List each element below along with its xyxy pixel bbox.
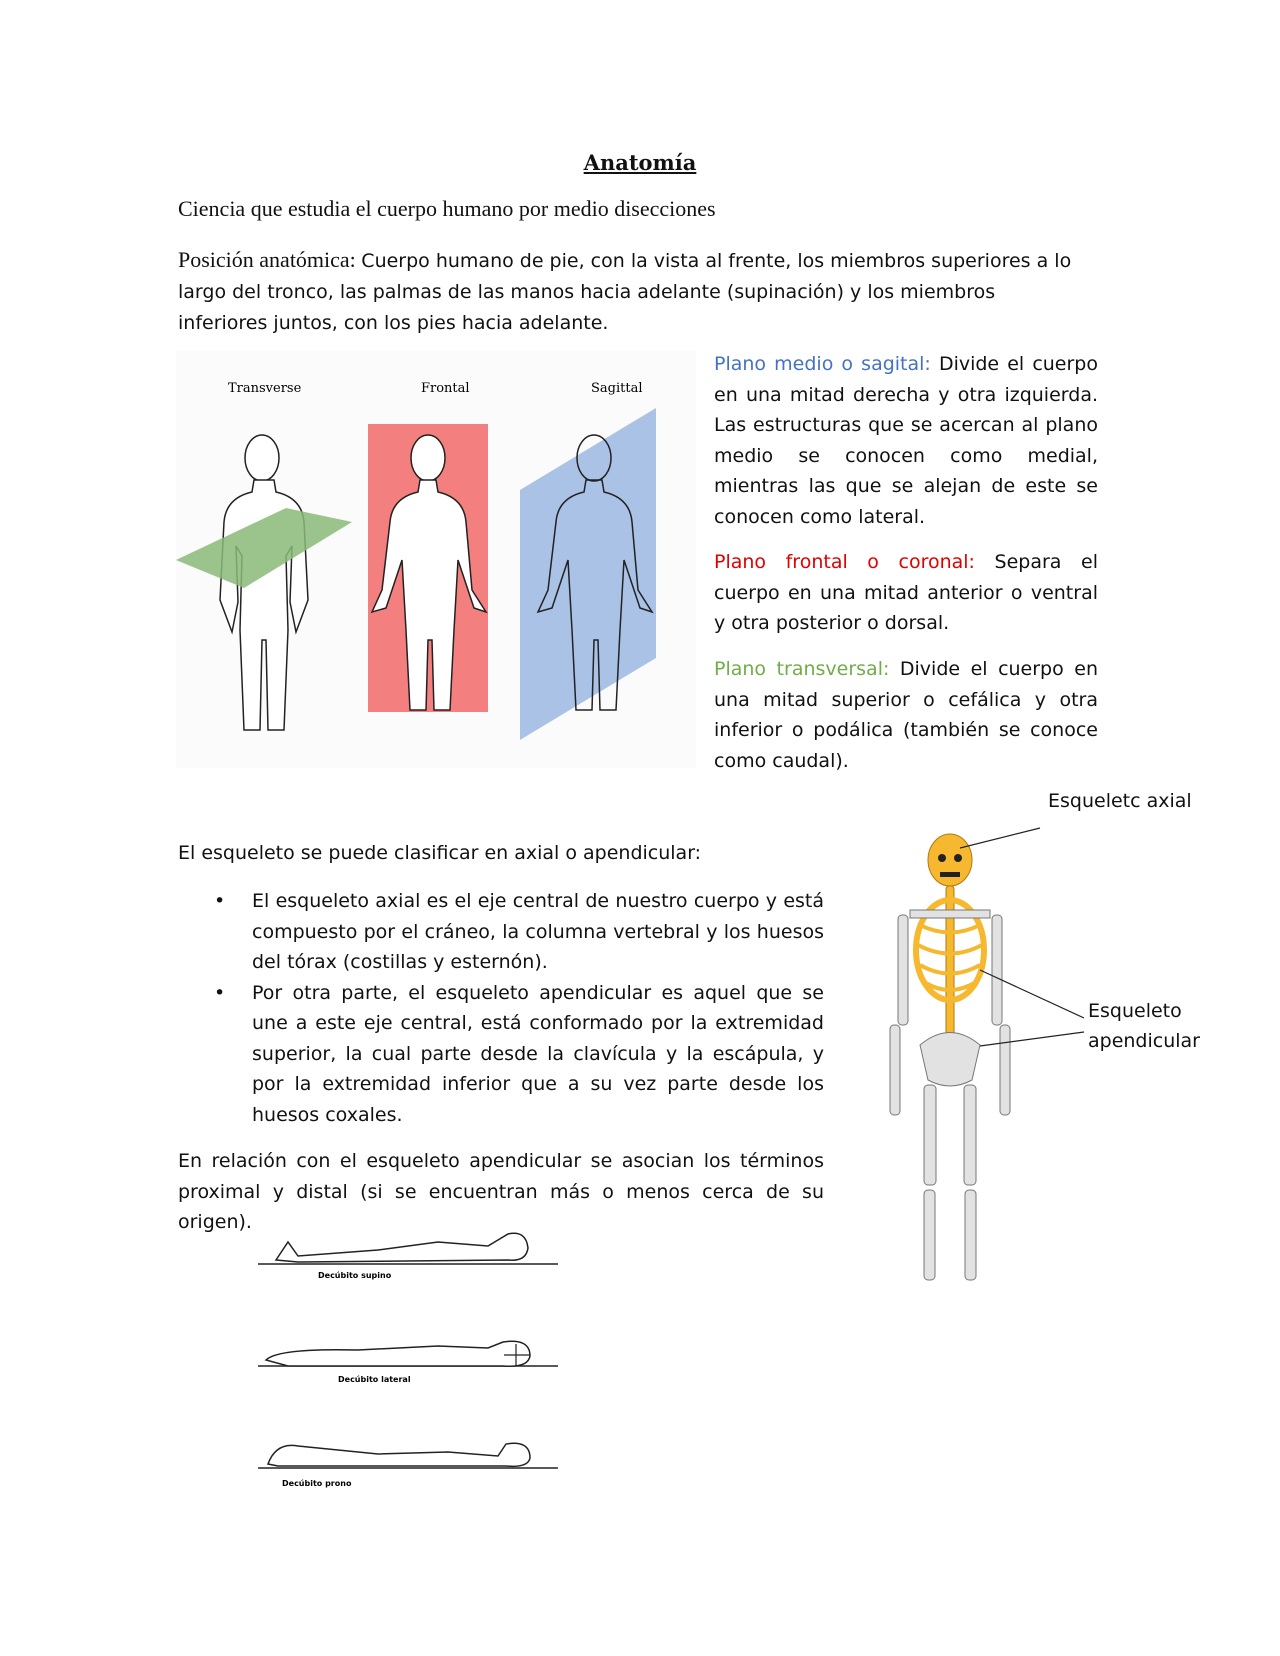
bullet-item-apendicular — [178, 978, 824, 1131]
decubito-lateral-figure — [258, 1320, 558, 1390]
plano-frontal-text: Separa el cuerpo en una mitad anterior o ventral y otra posterior o dorsal. — [714, 551, 1098, 634]
anatomical-planes-figure — [176, 350, 696, 768]
plano-sagital-paragraph — [714, 349, 1098, 532]
skeleton-leader-lines — [960, 820, 1090, 1060]
posicion-anatomica-term: Posición anatómica: — [178, 247, 362, 272]
esqueleto-bullet-list — [178, 886, 824, 1130]
relacion-paragraph: En relación con el esqueleto apendicular se asocian los términos proximal y distal (si se encuentran más o menos cerca de su origen). — [178, 1150, 824, 1233]
plano-sagital-term: Plano medio o sagital: — [714, 353, 931, 375]
plano-transversal-text: Divide el cuerpo en una mitad superior o cefálica y otra inferior o podálica (también se conoce como caudal). — [714, 658, 1098, 772]
page-title: Anatomía — [583, 150, 697, 175]
bullet-icon: • — [214, 981, 226, 1004]
decubito-prono-caption: Decúbito prono — [282, 1479, 352, 1488]
posicion-anatomica-text: Cuerpo humano de pie, con la vista al frente, los miembros superiores a lo largo del tronco, las palmas de las manos hacia adelante (supinación) y los miembros inferiores juntos, con los pies hacia adelante. — [178, 250, 1072, 334]
decubito-supino-caption: Decúbito supino — [318, 1271, 392, 1280]
esqueleto-intro: El esqueleto se puede clasificar en axial o apendicular: — [178, 842, 702, 864]
label-esqueleto-apendicular-1: Esqueleto — [1088, 1000, 1182, 1022]
label-esqueleto-apendicular-2: apendicular — [1088, 1030, 1200, 1052]
decubito-lateral-caption: Decúbito lateral — [338, 1375, 411, 1384]
posicion-anatomica-paragraph — [178, 244, 1078, 339]
bullet-text-apendicular: Por otra parte, el esqueleto apendicular es aquel que se une a este eje central, está conformado por la extremidad superior, la cual parte desde la clavícula y la escápula, y por la extremidad inferior que a su vez parte desde los huesos coxales. — [252, 981, 824, 1126]
plano-sagital-text: Divide el cuerpo en una mitad derecha y otra izquierda. Las estructuras que se acercan al plano medio se conocen como medial, mientras las que se alejan de este se conocen como lateral. — [714, 353, 1098, 528]
label-esqueleto-axial: Esqueletc axial — [1048, 790, 1192, 812]
plano-frontal-term: Plano frontal o coronal: — [714, 551, 975, 573]
decubito-prono-figure — [258, 1424, 558, 1494]
bullet-icon: • — [214, 890, 226, 912]
sagittal-label: Sagittal — [591, 381, 643, 396]
plano-transversal-term: Plano transversal: — [714, 658, 890, 680]
frontal-label: Frontal — [421, 381, 470, 396]
plano-frontal-paragraph — [714, 547, 1098, 639]
bullet-text-axial: El esqueleto axial es el eje central de nuestro cuerpo y está compuesto por el cráneo, la columna vertebral y los huesos del tórax (costillas y esternón). — [252, 890, 824, 973]
transverse-label: Transverse — [228, 381, 302, 396]
decubito-supino-figure — [258, 1216, 558, 1286]
plano-transversal-paragraph — [714, 654, 1098, 776]
bullet-item-axial — [178, 886, 824, 978]
intro-paragraph: Ciencia que estudia el cuerpo humano por medio disecciones — [178, 196, 716, 221]
